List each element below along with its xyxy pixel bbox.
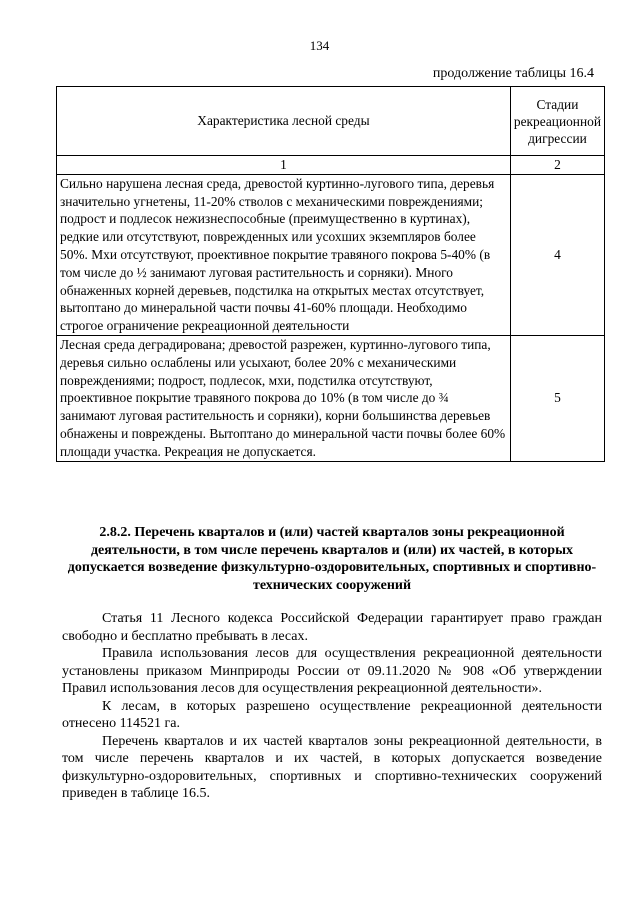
table-continuation-label: продолжение таблицы 16.4: [432, 66, 594, 81]
section-heading: 2.8.2. Перечень кварталов и (или) частей кварталов зоны рекреационной деятельности, в том числе перечень кварталов и (или) их частей, в которых допускается возведение физкультурно-оздоровительных, спортивных и спортивно-технических сооружений: [67, 525, 597, 593]
paragraph: К лесам, в которых разрешено осуществление рекреационной деятельности отнесено 114521 га.: [62, 698, 602, 731]
forest-description-cell: Лесная среда деградирована; древостой разрежен, куртинно-лугового типа, деревья сильно ослаблены или усыхают, более 20% с механическими повреждениями; подрост, подлесок, мхи, подстилка отсутствуют, проективное покрытие травяного покрова до 10% (в том числе до ¾ занимают луговая растительность и сорняки), корни большинства деревьев обнажены и повреждены. Вытоптано до минеральной части почвы более 60% площади участка. Рекреация не допускается.: [57, 335, 511, 461]
forest-description-cell: Сильно нарушена лесная среда, древостой куртинно-лугового типа, деревья значительно угнетены, 11-20% стволов с механическими повреждениями; подрост и подлесок нежизнеспособные (преимущественно в куртинах), редкие или отсутствуют, поврежденных или усохших экземпляров более 50%. Мхи отсутствуют, проективное покрытие травяного покрова 5-40% (в том числе до ½ занимают луговая растительность и сорняки). Много обнаженных корней деревьев, подстилка на открытых местах отсутствует, вытоптано до минеральной части почвы 41-60% площади. Необходимо строгое ограничение рекреационной деятельности: [57, 174, 511, 335]
stage-cell: 4: [510, 174, 604, 335]
paragraph: Перечень кварталов и их частей кварталов зоны рекреационной деятельности, в том числе перечень кварталов и их частей, в которых допускается возведение физкультурно-оздоровительных, спортивных и спортивно-технических сооружений приведен в таблице 16.5.: [62, 733, 602, 801]
stage-cell: 5: [510, 335, 604, 461]
section-body: [62, 610, 602, 803]
table-index-row: [57, 156, 605, 175]
table-row: [57, 174, 605, 335]
header-digression-stage: Стадии рекреационной дигрессии: [510, 87, 604, 156]
paragraph: Правила использования лесов для осуществления рекреационной деятельности установлены приказом Минприроды России от 09.11.2020 № 908 «Об утверждении Правил использования лесов для осуществления рекреационной деятельности».: [62, 646, 602, 696]
index-cell: 1: [57, 156, 511, 175]
header-forest-environment: Характеристика лесной среды: [57, 87, 511, 156]
paragraph: Статья 11 Лесного кодекса Российской Федерации гарантирует право граждан свободно и бесплатно пребывать в лесах.: [62, 611, 602, 644]
recreational-digression-table: [56, 86, 605, 462]
table-row: [57, 335, 605, 461]
table-header-row: [57, 87, 605, 156]
page-number: 134: [309, 38, 330, 53]
index-cell: 2: [510, 156, 604, 175]
